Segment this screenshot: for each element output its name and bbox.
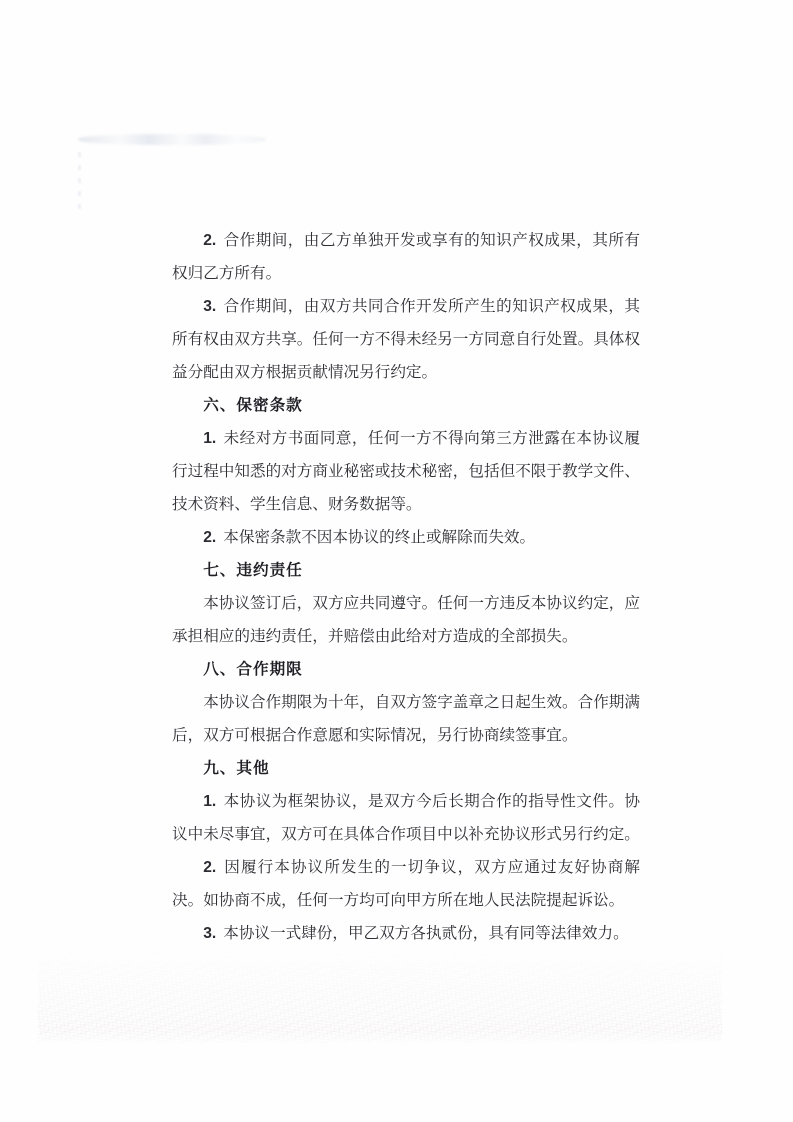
scan-smudge-artifact (78, 134, 266, 145)
clause-number: 2. (203, 859, 217, 876)
section-heading: 七、违约责任 (203, 562, 303, 579)
section-heading: 九、其他 (203, 760, 270, 777)
body-paragraph: 本协议合作期限为十年，自双方签字盖章之日起生效。合作期满后，双方可根据合作意愿和实际情况，另行协商续签事宜。 (172, 694, 640, 744)
clause-number: 3. (203, 925, 217, 942)
clause-number: 2. (203, 529, 217, 546)
clause-number: 1. (203, 430, 217, 447)
numbered-clause: 2. 因履行本协议所发生的一切争议，双方应通过友好协商解决。如协商不成，任何一方均可向甲方所在地人民法院提起诉讼。 (172, 859, 640, 909)
section-heading: 六、保密条款 (203, 397, 303, 414)
section-heading: 八、合作期限 (203, 661, 303, 678)
numbered-clause: 1. 未经对方书面同意，任何一方不得向第三方泄露在本协议履行过程中知悉的对方商业秘密或技术秘密，包括但不限于教学文件、技术资料、学生信息、财务数据等。 (172, 430, 640, 513)
clause-number: 3. (203, 298, 217, 315)
numbered-clause: 1. 本协议为框架协议，是双方今后长期合作的指导性文件。协议中未尽事宜，双方可在具体合作项目中以补充协议形式另行约定。 (172, 793, 640, 843)
clause-number: 2. (203, 232, 217, 249)
numbered-clause: 2. 本保密条款不因本协议的终止或解除而失效。 (203, 529, 536, 546)
document-body (172, 224, 640, 950)
clause-number: 1. (203, 793, 217, 810)
numbered-clause: 2. 合作期间，由乙方单独开发或享有的知识产权成果，其所有权归乙方所有。 (172, 232, 640, 282)
numbered-clause: 3. 合作期间，由双方共同合作开发所产生的知识产权成果，其所有权由双方共享。任何一方不得未经另一方同意自行处置。具体权益分配由双方根据贡献情况另行约定。 (172, 298, 640, 381)
scan-marks-artifact (78, 152, 81, 214)
numbered-clause: 3. 本协议一式肆份，甲乙双方各执贰份，具有同等法律效力。 (203, 925, 629, 942)
scan-noise-artifact (38, 944, 722, 1044)
body-paragraph: 本协议签订后，双方应共同遵守。任何一方违反本协议约定，应承担相应的违约责任，并赔偿由此给对方造成的全部损失。 (172, 595, 640, 645)
